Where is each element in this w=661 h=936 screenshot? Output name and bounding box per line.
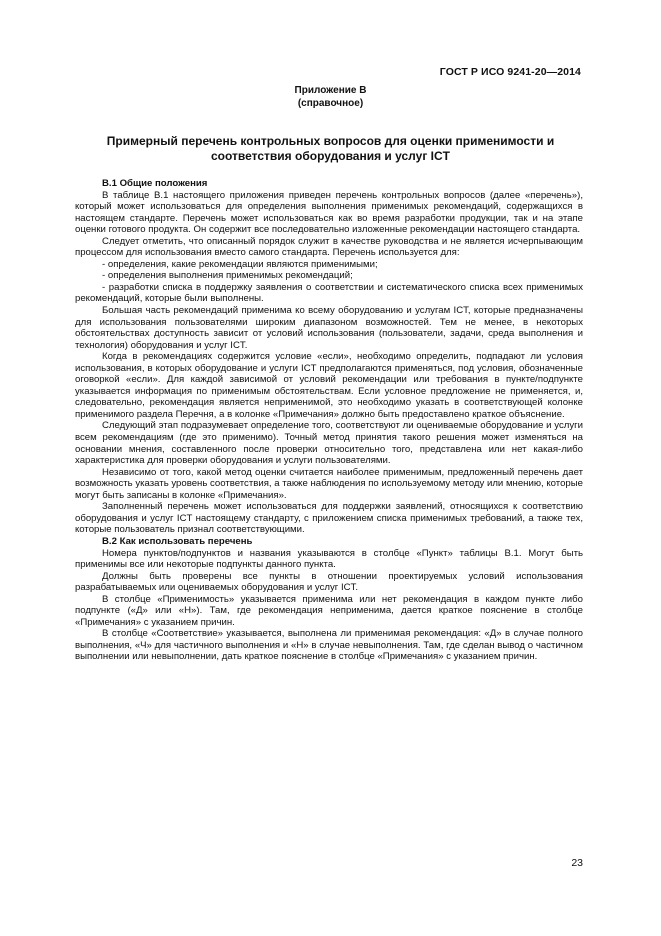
appendix-kind: (справочное) <box>297 97 364 109</box>
document-title <box>60 134 601 164</box>
paragraph: Следует отметить, что описанный порядок служит в качестве руководства и не является исчерпывающим процессом для использования вместо самого стандарта. Перечень используется для: <box>75 235 583 259</box>
section-heading: В.1 Общие положения <box>102 178 208 189</box>
paragraph: Номера пунктов/подпунктов и названия указываются в столбце «Пункт» таблицы В.1. Могут быть применимы все или некоторые подпункты данного пункта. <box>75 547 583 571</box>
paragraph: В столбце «Соответствие» указывается, выполнена ли применимая рекомендация: «Д» в случае полного выполнения, «Ч» для частичного выполнения и «Н» в случае невыполнения. Там, где сделан вывод о частичном выполнении или невыполнении, дать краткое пояснение в столбце «Примечания» с указанием причин. <box>75 628 583 663</box>
document-title-line-2: соответствия оборудования и услуг ICT <box>211 149 450 163</box>
paragraph: Должны быть проверены все пункты в отношении проектируемых условий использования разрабатываемых или оцениваемых оборудования и услуг ICT. <box>75 570 583 594</box>
paragraph: Заполненный перечень может использоваться для поддержки заявлений, относящихся к соответствию оборудования и услуг ICT настоящему стандарту, с приложением списка применимых требований, а также тех, которые пользователь признал соответствующими. <box>75 501 583 536</box>
section-heading: В.2 Как использовать перечень <box>102 535 253 547</box>
paragraph: Следующий этап подразумевает определение того, соответствуют ли оцениваемые оборудование и услуги всем рекомендациям (где это применимо). Точный метод принятия такого решения может изменяться на основании мнения, составленного после проверки относительно того, представлена или нет какая-либо характеристика для проверки оборудования и услуги пользователями. <box>75 420 583 467</box>
paragraph: В столбце «Применимость» указывается применима или нет рекомендация в каждом пункте либо подпункте («Д» или «Н»). Там, где рекомендация неприменима, дается краткое пояснение в столбце «Примечания» с указанием причин. <box>75 593 583 628</box>
paragraph: Независимо от того, какой метод оценки считается наиболее применимым, предложенный перечень дает возможность указать уровень соответствия, а также наблюдения по используемому методу или мнению, которые могут быть записаны в колонке «Примечания». <box>75 466 583 501</box>
document-title-line-1: Примерный перечень контрольных вопросов для оценки применимости и <box>106 134 555 148</box>
paragraph: В таблице В.1 настоящего приложения приведен перечень контрольных вопросов (далее «перечень»), который может использоваться для определения выполнения применимых рекомендаций, содержащихся в настоящем стандарте. Перечень может использоваться как во время разработки продукции, так и на этапе оценки готового продукта. Он содержит все последовательно изложенные рекомендации настоящего стандарта. <box>75 189 583 236</box>
appendix-heading <box>0 85 661 110</box>
standard-code: ГОСТ Р ИСО 9241-20—2014 <box>439 66 581 78</box>
page-number: 23 <box>571 857 583 869</box>
list-item: - определения выполнения применимых рекомендаций; <box>102 270 353 282</box>
list-item: - определения, какие рекомендации являются применимыми; <box>102 258 378 270</box>
paragraph: Большая часть рекомендаций применима ко всему оборудованию и услугам ICT, которые предназначены для использования пользователями широким диапазоном возможностей. Тем не менее, в некоторых обстоятельствах доступность зависит от условий использования (пользователи, задачи, среда выполнения и технология) оборудования и услуг ICT. <box>75 305 583 351</box>
appendix-label: Приложение В <box>294 85 367 96</box>
document-body <box>75 178 583 663</box>
list-item: - разработки списка в поддержку заявления о соответствии и систематического списка всех применимых рекомендаций, которые были выполнены. <box>75 281 583 305</box>
paragraph: Когда в рекомендациях содержится условие «если», необходимо определить, подпадают ли условия использования, в которых оборудование и услуги ICT предполагаются применяться, под условия, обозначенные оговоркой «если». Для каждой зависимой от условий рекомендации или требования в пункте/подпункте указывается информация по применимым обстоятельствам. Если условное предложение не применяется, и, следовательно, рекомендация является неприменимой, это необходимо указать в соответствующей колонке применимого раздела Перечня, а в колонке «Примечания» должно быть предоставлено краткое объяснение. <box>75 351 583 420</box>
